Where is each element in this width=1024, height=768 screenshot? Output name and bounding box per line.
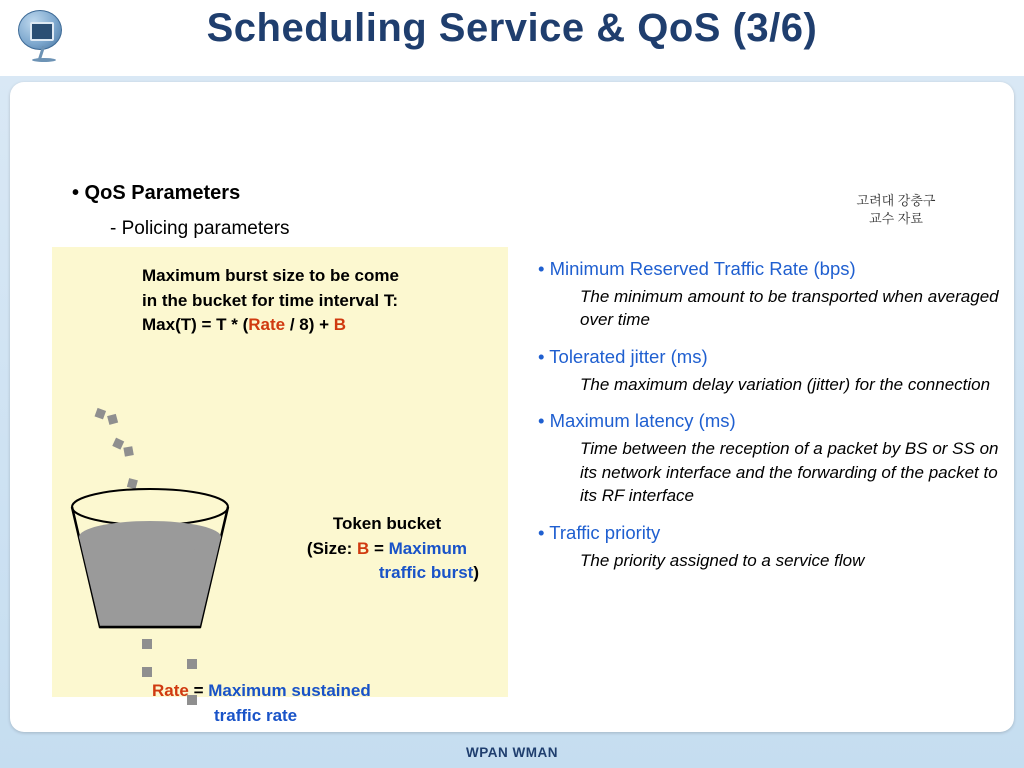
parameter-list xyxy=(538,258,1004,586)
parameter-title: • Minimum Reserved Traffic Rate (bps) xyxy=(538,258,856,279)
parameter-description: Time between the reception of a packet by BS or SS on its network interface and the forwarding of the packet to its RF interface xyxy=(580,439,999,506)
rate-label-name: Rate xyxy=(152,681,189,700)
max-burst-caption xyxy=(142,264,492,338)
token-size-b: B xyxy=(356,538,370,558)
token-size-suffix: ) xyxy=(473,563,479,583)
rate-label-line2 xyxy=(152,704,482,729)
max-burst-formula xyxy=(142,313,492,338)
logo-base xyxy=(32,58,56,62)
token-bucket-size xyxy=(267,537,507,562)
formula-prefix: Max(T) = T * ( xyxy=(142,315,249,335)
token-size-value-line1: Maximum xyxy=(388,538,468,558)
rate-label-eq: = xyxy=(188,681,209,700)
outgoing-token-icons xyxy=(142,639,152,677)
policing-parameters-subheading: - Policing parameters xyxy=(110,218,290,239)
list-item xyxy=(538,346,1004,396)
parameter-description: The priority assigned to a service flow xyxy=(580,550,865,570)
token-size-prefix: (Size: xyxy=(306,538,357,558)
token-size-eq: = xyxy=(369,538,389,558)
parameter-description: The minimum amount to be transported when averaged over time xyxy=(580,287,999,330)
list-item xyxy=(538,410,1004,507)
credit-note xyxy=(816,192,976,227)
slide-footer: WPAN WMAN xyxy=(466,745,558,760)
incoming-token-icons xyxy=(95,408,138,489)
parameter-title: • Tolerated jitter (ms) xyxy=(538,345,708,367)
credit-line-1: 고려대 강충구 xyxy=(856,193,936,208)
list-item xyxy=(538,522,1004,572)
parameter-title: • Traffic priority xyxy=(538,521,661,543)
rate-label xyxy=(152,679,482,728)
rate-label-value-line2: traffic rate xyxy=(214,705,298,725)
page-title: Scheduling Service & QoS (3/6) xyxy=(206,6,818,50)
formula-b: B xyxy=(333,315,347,335)
bucket-svg xyxy=(62,387,292,687)
list-item xyxy=(538,258,1004,332)
token-bucket-label xyxy=(267,512,507,586)
qos-parameters-heading: • QoS Parameters xyxy=(72,182,241,204)
token-bucket-title: Token bucket xyxy=(332,514,442,533)
formula-mid: / 8) + xyxy=(285,315,334,335)
rate-label-value-line1: Maximum sustained xyxy=(208,681,371,700)
token-size-value-line2: traffic burst xyxy=(378,563,474,583)
slide-header xyxy=(0,0,1024,76)
max-burst-line-1: Maximum burst size to be come xyxy=(142,266,399,285)
bucket-drawing xyxy=(62,387,292,687)
parameter-description: The maximum delay variation (jitter) for the connection xyxy=(580,374,991,394)
content-panel xyxy=(10,82,1014,732)
rate-label-line1 xyxy=(152,679,482,704)
token-bucket-figure xyxy=(52,247,508,725)
parameter-title: • Maximum latency (ms) xyxy=(538,410,736,432)
token-size-value-line2-row xyxy=(267,561,507,586)
credit-line-2: 교수 자료 xyxy=(869,210,923,226)
formula-rate: Rate xyxy=(248,315,286,335)
max-burst-line-2: in the bucket for time interval T: xyxy=(142,290,398,310)
